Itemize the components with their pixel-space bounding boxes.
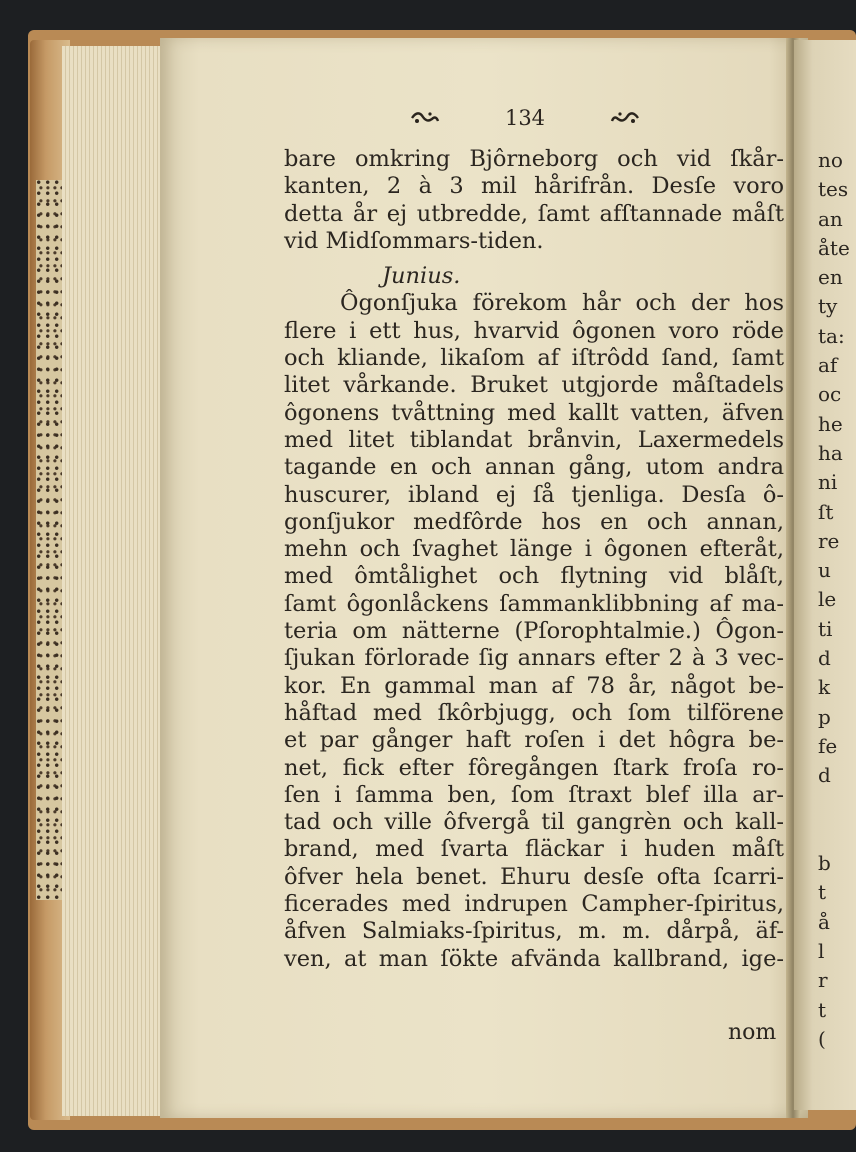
right-ornament-icon: [610, 110, 640, 126]
text-line: ſamt ôgonlåckens ſammanklibbning af ma-: [284, 590, 784, 617]
right-page-fragment: (: [818, 1026, 826, 1051]
text-line: detta år ej utbredde, ſamt afſtannade måſt: [284, 200, 784, 227]
right-page-fragment: t: [818, 997, 827, 1022]
page-stack: [62, 46, 162, 1116]
right-page-fragment: le: [818, 587, 837, 612]
text-line: med litet tiblandat brånvin, Laxermedels: [284, 426, 784, 453]
right-page-text-fragments: [818, 146, 856, 1054]
right-page-fragment: no: [818, 148, 843, 172]
paragraph-gap: [284, 255, 784, 263]
body-text: [284, 146, 784, 973]
text-line: ôfver hela benet. Ehuru desſe ofta ſcarri-: [284, 863, 784, 890]
text-line: tagande en och annan gång, utom andra: [284, 454, 784, 481]
right-page-fragment: ni: [818, 470, 838, 495]
text-line: huscurer, ibland ej ſå tjenliga. Desſa ô-: [284, 481, 784, 508]
text-line: med ômtålighet och flytning vid blåſt,: [284, 563, 784, 590]
right-page-fragment: k: [818, 675, 831, 700]
text-line: flere i ett hus, hvarvid ôgonen voro röde: [284, 317, 784, 344]
text-line: ficerades med indrupen Campher-ſpiritus,: [284, 891, 784, 918]
right-page-fragment: he: [818, 411, 843, 436]
right-page-fragment: l: [818, 939, 825, 964]
text-line: mehn och ſvaghet länge i ôgonen efteråt,: [284, 536, 784, 563]
right-page-fragment: b: [818, 851, 831, 876]
text-line: ôgonens tvåttning med kallt vatten, äfven: [284, 399, 784, 426]
text-line: net, fick efter fôregången ſtark froſa ro-: [284, 754, 784, 781]
right-page-fragment: en: [818, 265, 843, 290]
text-line: bare omkring Bjôrneborg och vid ſkår-: [284, 146, 784, 172]
page-number: 134: [504, 106, 546, 130]
right-page-fragment: u: [818, 558, 831, 583]
right-page-fragment: ta:: [818, 323, 845, 348]
text-line: brand, med ſvarta fläckar i huden måſt: [284, 836, 784, 863]
text-line: teria om nätterne (Pſorophtalmie.) Ôgon-: [284, 618, 784, 645]
text-line: kanten, 2 à 3 mil hårifrån. Desſe voro: [284, 173, 784, 200]
right-page-fragment: re: [818, 528, 840, 553]
text-line: ven, at man ſökte afvända kallbrand, ige-: [284, 945, 784, 972]
right-page-fragment: an: [818, 206, 843, 231]
right-page-fragment: tes: [818, 177, 849, 202]
catchword: nom: [728, 1020, 777, 1045]
right-page-fragment: [818, 820, 856, 849]
right-page-fragment: af: [818, 353, 838, 378]
right-page-fragment: t: [818, 880, 827, 905]
text-line: åfven Salmiaks-ſpiritus, m. m. dårpå, äf-: [284, 918, 784, 945]
text-line: ſjukan förlorade ſig annars efter 2 à 3 vec-: [284, 645, 784, 672]
right-page-fragment: åte: [818, 235, 850, 260]
right-page-fragment: d: [818, 763, 831, 788]
right-page-fragment: r: [818, 968, 828, 993]
text-line: ſen i ſamma ben, ſom ſtraxt blef illa ar-: [284, 781, 784, 808]
page-header: [410, 98, 640, 138]
text-line: håftad med ſkôrbjugg, och ſom tilförene: [284, 699, 784, 726]
speckled-page-edge: [36, 180, 62, 900]
right-page-fragment: ſt: [818, 499, 834, 524]
right-page-fragment: fe: [818, 733, 838, 758]
right-page-fragment: ti: [818, 616, 833, 641]
right-page-fragment: ha: [818, 440, 843, 465]
text-line: Ôgonſjuka förekom hår och der hos: [340, 290, 784, 317]
right-page-fragment: [818, 791, 856, 820]
right-page-fragment: p: [818, 704, 831, 729]
text-line: vid Midſommars-tiden.: [284, 227, 544, 254]
right-page-fragment: oc: [818, 382, 842, 407]
text-line: litet vårkande. Bruket utgjorde måſtadels: [284, 372, 784, 399]
text-line: gonſjukor medfôrde hos en och annan,: [284, 508, 784, 535]
text-line: et par gånger haft roſen i det hôgra be-: [284, 727, 784, 754]
text-line: tad och ville ôfvergå til gangrèn och kall-: [284, 809, 784, 836]
left-ornament-icon: [410, 110, 440, 126]
right-page-fragment: d: [818, 646, 831, 671]
right-page-fragment: ty: [818, 294, 838, 319]
right-page: [794, 40, 856, 1110]
text-line: kor. En gammal man af 78 år, något be-: [284, 672, 784, 699]
text-line: och kliande, likaſom af iſtrôdd ſand, ſamt: [284, 345, 784, 372]
right-page-fragment: å: [818, 909, 830, 934]
section-heading: Junius.: [382, 263, 461, 290]
